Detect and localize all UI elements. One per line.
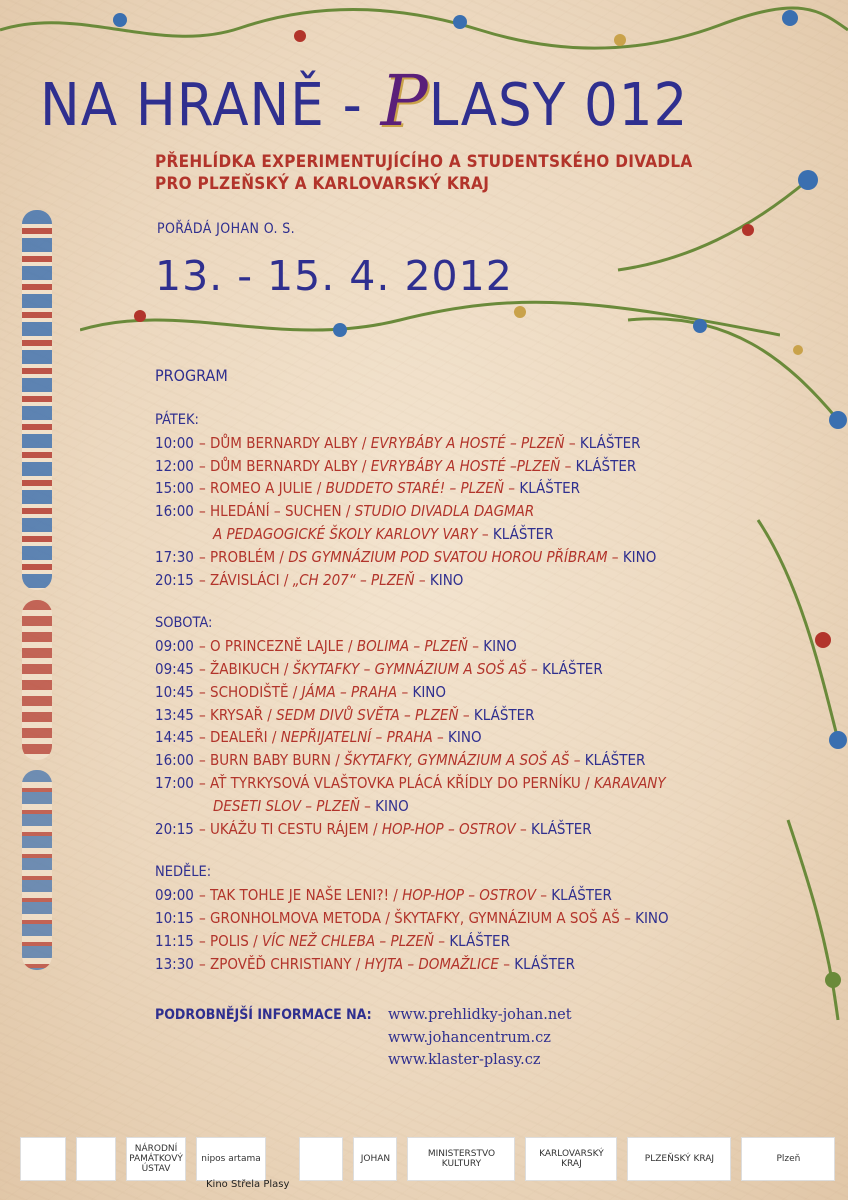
row-separator: / [279,659,293,678]
program-row [155,953,795,976]
row-separator: / [288,682,302,701]
link-prehlidky[interactable]: www.prehlidky-johan.net [388,1007,572,1023]
row-title: SCHODIŠTĚ [210,682,289,701]
row-separator: / [263,705,277,724]
program-row-continuation [155,523,795,546]
row-venue: KINO [429,570,464,589]
row-body [199,432,795,455]
row-separator: – [535,886,552,905]
plzen-2015-logo: Plzeň [741,1137,835,1181]
row-body [199,884,795,907]
title-prefix: NA HRANĚ - [40,70,381,139]
program-row [155,432,795,455]
row-venue: KLÁŠTER [519,479,580,498]
row-ensemble: EVRYBÁBY A HOSTÉ – PLZEŇ [370,433,565,452]
row-body [199,953,795,976]
program-heading: PROGRAM [155,366,228,385]
row-ensemble: DS GYMNÁZIUM POD SVATOU HOROU PŘÍBRAM [288,547,608,566]
row-separator: – [199,547,211,566]
row-time: 15:00 [155,479,194,498]
day-gap [155,840,795,861]
row-separator: – [199,931,211,950]
illuminated-initial: P [380,60,429,142]
row-ensemble: STUDIO DIVADLA DAGMAR [354,502,535,521]
info-section [155,1004,572,1069]
row-title: ROMEO A JULIE [210,479,313,498]
row-separator: – [432,728,449,747]
row-venue: KINO [412,682,447,701]
row-body [199,681,795,704]
program-row-continuation [155,795,795,818]
day-gap [155,591,795,612]
row-separator: – [199,479,211,498]
row-venue: KLÁŠTER [575,456,637,475]
row-time: 09:00 [155,637,194,656]
program-row [155,818,795,841]
row-title: AŤ TYRKYSOVÁ VLAŠTOVKA PLÁCÁ KŘÍDLY DO PERNÍKU [210,773,581,792]
row-body [199,658,795,681]
row-time: 14:45 [155,728,194,747]
row-time: 20:15 [155,570,194,589]
program-row [155,772,795,795]
row-separator: – [199,751,211,770]
row-title: HLEDÁNÍ – SUCHEN [210,502,342,521]
row-time: 13:45 [155,705,194,724]
row-ensemble: KARAVANY [593,773,666,792]
title-rest: LASY 012 [428,70,689,139]
row-time: 12:00 [155,456,194,475]
row-title: GRONHOLMOVA METODA / ŠKYTAFKY, GYMNÁZIUM A SOŠ AŠ [210,908,620,927]
row-separator: – [199,886,211,905]
row-separator: / [351,954,365,973]
row-separator: / [343,637,357,656]
row-venue: KLÁŠTER [579,433,641,452]
row-body [199,726,795,749]
row-venue: KLÁŠTER [531,819,592,838]
row-title: ŽABIKUCH [210,659,280,678]
row-separator: / [341,502,355,521]
row-title: POLIS [210,931,249,950]
program-row [155,704,795,727]
row-separator: / [275,547,289,566]
row-time: 10:45 [155,682,194,701]
row-separator: – [199,659,211,678]
row-separator: – [199,728,211,747]
health-symbol-logo [76,1137,116,1181]
row-venue: KLÁŠTER [551,886,612,905]
poster-title [40,60,689,142]
narodni-pamatkovy-ustav-logo: NÁRODNÍ PAMÁTKOVÝ ÚSTAV [126,1137,186,1181]
row-body [199,500,795,523]
row-time: 17:30 [155,547,194,566]
row-body [199,749,795,772]
row-separator: – [504,479,520,498]
day-label: SOBOTA: [155,615,213,632]
row-time: 10:15 [155,908,194,927]
row-body [199,635,795,658]
row-separator: – [458,705,474,724]
day-label: NEDĚLE: [155,864,212,881]
top-vine-ornament [0,0,848,60]
row-separator: / [357,456,371,475]
program-row [155,569,795,592]
row-venue: KINO [635,908,669,927]
johan-logo: JOHAN [353,1137,397,1181]
row-separator: / [248,931,262,950]
row-separator: – [564,433,580,452]
row-time: 17:00 [155,773,194,792]
row-separator: – [515,819,531,838]
row-time: 16:00 [155,502,194,521]
row-separator: – [199,637,211,656]
row-title: ZPOVĚĎ CHRISTIANY [210,954,352,973]
row-ensemble: HOP-HOP – OSTROV [381,819,516,838]
row-title: DŮM BERNARDY ALBY [210,433,358,452]
row-ensemble: HYJTA – DOMAŽLICE [364,954,499,973]
row-venue: KLÁŠTER [542,659,603,678]
subtitle [155,151,693,195]
row-body [199,818,795,841]
left-border-ornament [22,210,52,970]
row-separator: – [560,456,576,475]
row-title: ZÁVISLÁCI [210,570,280,589]
row-time: 09:45 [155,659,194,678]
row-title: BURN BABY BURN [210,751,331,770]
row-separator: – [199,705,211,724]
row-separator: / [368,819,382,838]
row-time: 11:15 [155,931,194,950]
organizer: POŘÁDÁ JOHAN O. S. [157,221,296,237]
row-separator: – [467,637,484,656]
program-row [155,884,795,907]
program-row [155,500,795,523]
row-separator: – [199,570,211,589]
row-ensemble: EVRYBÁBY A HOSTÉ –PLZEŇ [370,456,561,475]
row-title: KRYSAŘ [210,705,263,724]
program-row [155,681,795,704]
row-body [199,455,795,478]
row-separator: / [580,773,594,792]
row-venue: KLÁŠTER [473,705,535,724]
row-separator: – [433,931,450,950]
row-separator: – [397,682,413,701]
row-separator: – [498,954,515,973]
info-links [388,1004,572,1072]
row-ensemble: JÁMA – PRAHA [301,682,398,701]
row-separator: – [526,659,543,678]
sponsor-logos [0,1118,848,1200]
row-separator: / [312,479,326,498]
row-separator: – [607,547,623,566]
row-venue: KLÁŠTER [514,954,575,973]
row-separator: – [199,682,211,701]
row-time: 20:15 [155,819,194,838]
row-venue: KINO [483,637,517,656]
row-title: PROBLÉM [210,547,276,566]
kino-strela-logo: Kino Střela Plasy [206,1179,290,1190]
row-ensemble: DESETI SLOV – PLZEŇ [213,796,360,815]
row-separator: – [199,908,211,927]
row-separator: / [357,433,371,452]
row-separator: – [477,524,493,543]
row-time: 16:00 [155,751,194,770]
row-body [199,477,795,500]
row-ensemble: ŠKYTAFKY – GYMNÁZIUM A SOŠ AŠ [292,659,527,678]
row-ensemble: „CH 207“ – PLZEŇ [292,570,415,589]
subtitle-line-1: PŘEHLÍDKA EXPERIMENTUJÍCÍHO A STUDENTSKÉHO DIVADLA [155,152,693,172]
row-title: DŮM BERNARDY ALBY [210,456,358,475]
row-venue: KINO [622,547,657,566]
row-ensemble: A PEDAGOGICKÉ ŠKOLY KARLOVY VARY [213,524,478,543]
program-row [155,546,795,569]
nipos-logo: nipos artama [196,1137,266,1181]
row-separator: – [359,796,376,815]
row-separator: / [388,886,403,905]
round-seal-logo [299,1137,343,1181]
day-label: PÁTEK: [155,412,199,428]
row-time: 09:00 [155,886,194,905]
program-row [155,726,795,749]
row-ensemble: NEPŘIJATELNÍ – PRAHA [280,728,433,747]
row-body [199,569,795,592]
program-row [155,635,795,658]
row-ensemble: HOP-HOP – OSTROV [402,886,536,905]
row-body [199,772,795,795]
row-ensemble: BUDDETO STARÉ! – PLZEŇ [325,479,505,498]
row-time: 10:00 [155,433,194,452]
link-klaster[interactable]: www.klaster-plasy.cz [388,1052,541,1069]
link-johancentrum[interactable]: www.johancentrum.cz [388,1029,551,1046]
row-title: TAK TOHLE JE NAŠE LENI?! [210,886,389,905]
row-ensemble: SEDM DIVŮ SVĚTA – PLZEŇ [276,705,459,724]
festival-dates: 13. - 15. 4. 2012 [155,252,513,300]
row-title: UKÁŽU TI CESTU RÁJEM [210,819,369,838]
row-separator: – [199,456,211,475]
row-body [199,546,795,569]
row-time: 13:30 [155,954,194,973]
row-separator: – [619,908,636,927]
row-separator: / [330,751,345,770]
program-row [155,749,795,772]
row-body [199,930,795,953]
program-row [155,477,795,500]
info-label: PODROBNĚJŠÍ INFORMACE NA: [155,1007,372,1023]
row-title: O PRINCEZNĚ LAJLE [210,637,344,656]
row-body [199,704,795,727]
karlovarsky-kraj-logo: KARLOVARSKÝ KRAJ [525,1137,617,1181]
ministerstvo-kultury-logo: MINISTERSTVO KULTURY [407,1137,515,1181]
row-body [199,907,795,930]
row-venue: KINO [448,728,482,747]
row-separator: – [199,433,211,452]
row-separator: / [279,570,293,589]
subtitle-line-2: PRO PLZEŇSKÝ A KARLOVARSKÝ KRAJ [155,174,490,194]
row-venue: KLÁŠTER [584,751,646,770]
coat-of-arms-logo [20,1137,66,1181]
row-title: DEALEŘI [210,728,268,747]
program-row [155,907,795,930]
plzensky-kraj-logo: PLZEŇSKÝ KRAJ [627,1137,731,1181]
row-separator: – [569,751,585,770]
row-separator: – [199,819,211,838]
row-separator: – [199,502,211,521]
middle-vine-ornament [80,290,780,370]
program-days [155,409,795,975]
row-separator: – [199,773,211,792]
row-venue: KLÁŠTER [492,524,554,543]
row-venue: KLÁŠTER [449,931,510,950]
row-separator: – [199,954,211,973]
program-row [155,455,795,478]
program-row [155,658,795,681]
program-row [155,930,795,953]
row-ensemble: BOLIMA – PLZEŇ [356,637,468,656]
row-ensemble: VÍC NEŽ CHLEBA – PLZEŇ [261,931,434,950]
row-venue: KINO [375,796,409,815]
row-separator: / [267,728,281,747]
program [155,366,795,975]
row-ensemble: ŠKYTAFKY, GYMNÁZIUM A SOŠ AŠ [344,751,570,770]
row-separator: – [414,570,430,589]
